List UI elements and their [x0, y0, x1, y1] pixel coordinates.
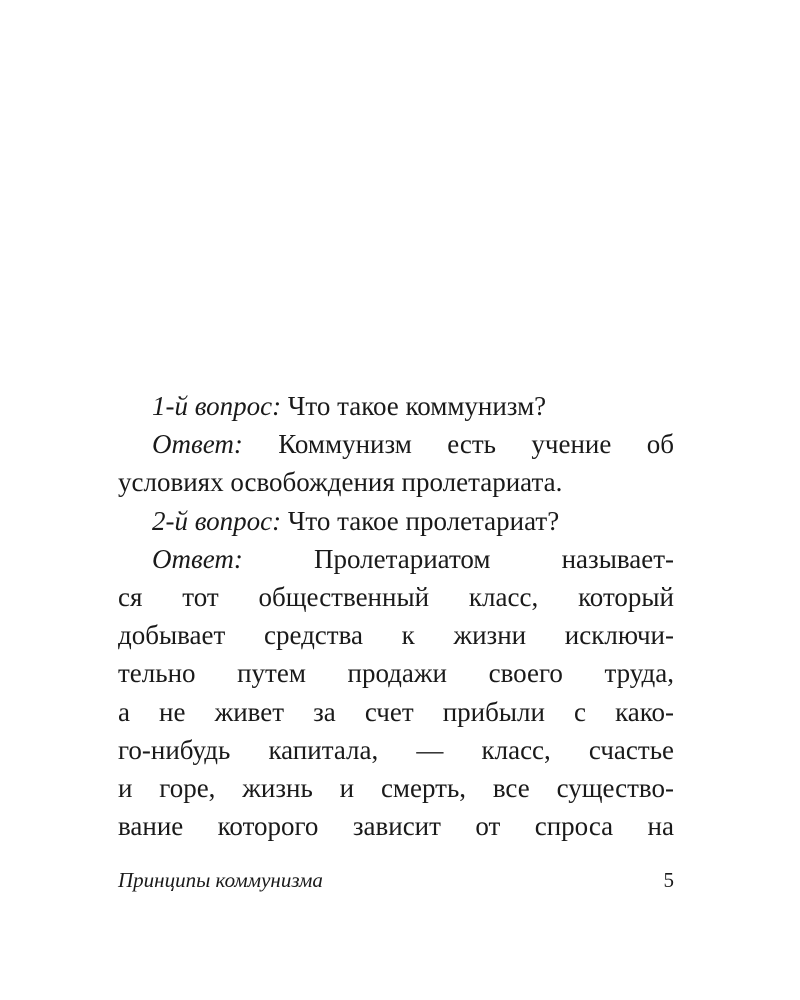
question-2-text: Что такое пролетариат? [287, 505, 560, 536]
answer-2-line-5: а не живет за счет прибыли с како- [118, 696, 674, 727]
running-title: Принципы коммунизма [118, 868, 323, 892]
page-number: 5 [663, 868, 674, 892]
answer-2-line-8: вание которого зависит от спроса на [118, 811, 674, 842]
answer-2-line-6: го-нибудь капитала, — класс, счастье [118, 734, 674, 765]
answer-1-label: Ответ: [152, 429, 243, 460]
answer-1-line-2: условиях освобождения пролетариата. [118, 467, 563, 498]
answer-2-line-1 [118, 540, 674, 578]
answer-1-text: Коммунизм есть учение об [278, 429, 674, 460]
answer-2-line-2: ся тот общественный класс, который [118, 581, 674, 612]
answer-2-line-3: добывает средства к жизни исключи- [118, 620, 674, 651]
body-text [118, 387, 674, 845]
question-1-label: 1-й вопрос: [152, 391, 282, 421]
answer-2-line-4: тельно путем продажи своего труда, [118, 658, 674, 689]
question-2-label: 2-й вопрос: [152, 505, 282, 536]
question-1 [118, 387, 674, 425]
question-1-text: Что такое коммунизм? [287, 391, 547, 421]
answer-2-label: Ответ: [152, 543, 243, 574]
page-footer [118, 868, 674, 898]
answer-2-line-7: и горе, жизнь и смерть, все существо- [118, 772, 674, 803]
answer-1-line-1 [118, 425, 674, 463]
question-2 [118, 502, 674, 540]
answer-2-text: Пролетариатом называет- [314, 543, 675, 574]
